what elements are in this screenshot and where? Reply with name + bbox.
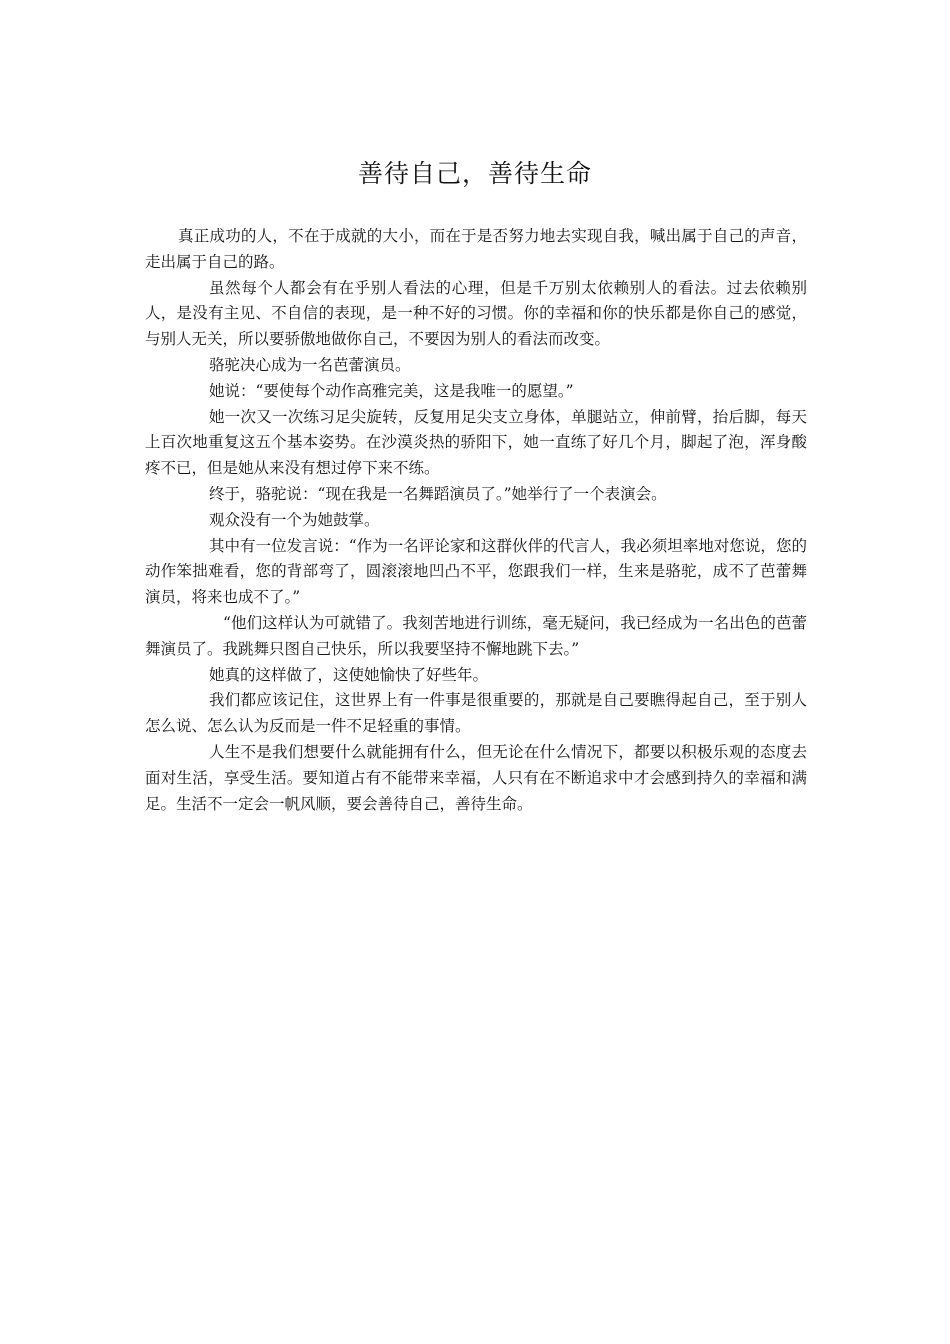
paragraph: 骆驼决心成为一名芭蕾演员。 xyxy=(209,355,411,374)
paragraph: “他们这样认为可就错了。我刻苦地进行训练，毫无疑问，我已经成为一名出色的芭蕾舞演员了。我跳舞只图自己快乐，所以我要坚持不懈地跳下去。” xyxy=(145,613,807,658)
document-body xyxy=(145,224,807,817)
paragraph: 终于，骆驼说：“现在我是一名舞蹈演员了。”她举行了一个表演会。 xyxy=(209,484,667,503)
paragraph: 观众没有一个为她鼓掌。 xyxy=(209,510,380,529)
document-title: 善待自己，善待生命 xyxy=(357,159,592,188)
paragraph: 我们都应该记住，这世界上有一件事是很重要的，那就是自己要瞧得起自己，至于别人怎么说、怎么认为反而是一件不足轻重的事情。 xyxy=(145,691,807,736)
paragraph: 她真的这样做了，这使她愉快了好些年。 xyxy=(209,665,489,684)
paragraph: 虽然每个人都会有在乎别人看法的心理，但是千万别太依赖别人的看法。过去依赖别人，是没有主见、不自信的表现，是一种不好的习惯。你的幸福和你的快乐都是你自己的感觉，与别人无关，所以要骄傲地做你自己，不要因为别人的看法而改变。 xyxy=(145,278,807,349)
paragraph: 其中有一位发言说：“作为一名评论家和这群伙伴的代言人，我必须坦率地对您说，您的动作笨拙难看，您的背部弯了，圆滚滚地凹凸不平，您跟我们一样，生来是骆驼，成不了芭蕾舞演员，将来也成不了。” xyxy=(145,536,807,607)
paragraph: 真正成功的人，不在于成就的大小，而在于是否努力地去实现自我，喊出属于自己的声音，走出属于自己的路。 xyxy=(145,227,807,271)
paragraph: 她说：“要使每个动作高雅完美，这是我唯一的愿望。” xyxy=(209,381,574,400)
paragraph: 人生不是我们想要什么就能拥有什么，但无论在什么情况下，都要以积极乐观的态度去面对生活，享受生活。要知道占有不能带来幸福，人只有在不断追求中才会感到持久的幸福和满足。生活不一定会一帆风顺，要会善待自己，善待生命。 xyxy=(145,742,807,813)
paragraph: 她一次又一次练习足尖旋转，反复用足尖支立身体，单腿站立，伸前臂，抬后脚，每天上百次地重复这五个基本姿势。在沙漠炎热的骄阳下，她一直练了好几个月，脚起了泡，浑身酸疼不已，但是她从来没有想过停下来不练。 xyxy=(145,407,807,478)
